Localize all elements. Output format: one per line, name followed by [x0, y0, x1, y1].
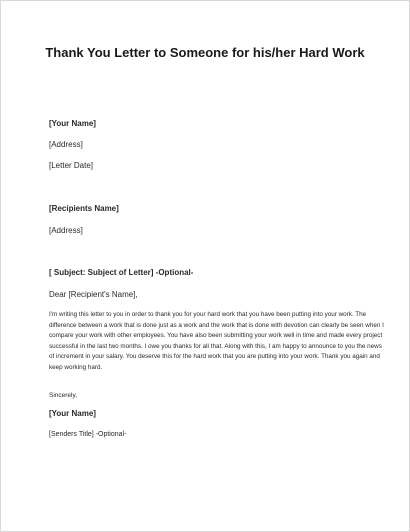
letter-date: [Letter Date]: [49, 161, 94, 170]
closing: Sincerely,: [49, 392, 78, 399]
sender-name: [Your Name]: [49, 119, 96, 128]
letter-title: Thank You Letter to Someone for his/her Hard Work: [45, 45, 365, 60]
sender-address: [Address]: [49, 140, 83, 149]
recipient-name: [Recipients Name]: [49, 204, 119, 213]
recipient-address: [Address]: [49, 226, 83, 235]
letter-subject: [ Subject: Subject of Letter] -Optional-: [49, 268, 194, 277]
salutation: Dear [Recipient's Name],: [49, 290, 138, 299]
senders-title: [Senders Title] -Optional-: [49, 431, 127, 438]
letter-body: I'm writing this letter to you in order to thank you for your hard work that you have been putting into your work. The difference between a work that is done just as a work and the work that is done with devotion can clearly be seen when I compare your work with other employees. You have also been submitting your work well in time and made every project successful in the last two months. I owe you thanks for all that. Along with this, I am happy to announce to you the news of increment in your salary. You deserve this for the hard work that you are putting into your work. Thank you again and keep working hard.: [49, 311, 384, 371]
signature-name: [Your Name]: [49, 409, 96, 418]
